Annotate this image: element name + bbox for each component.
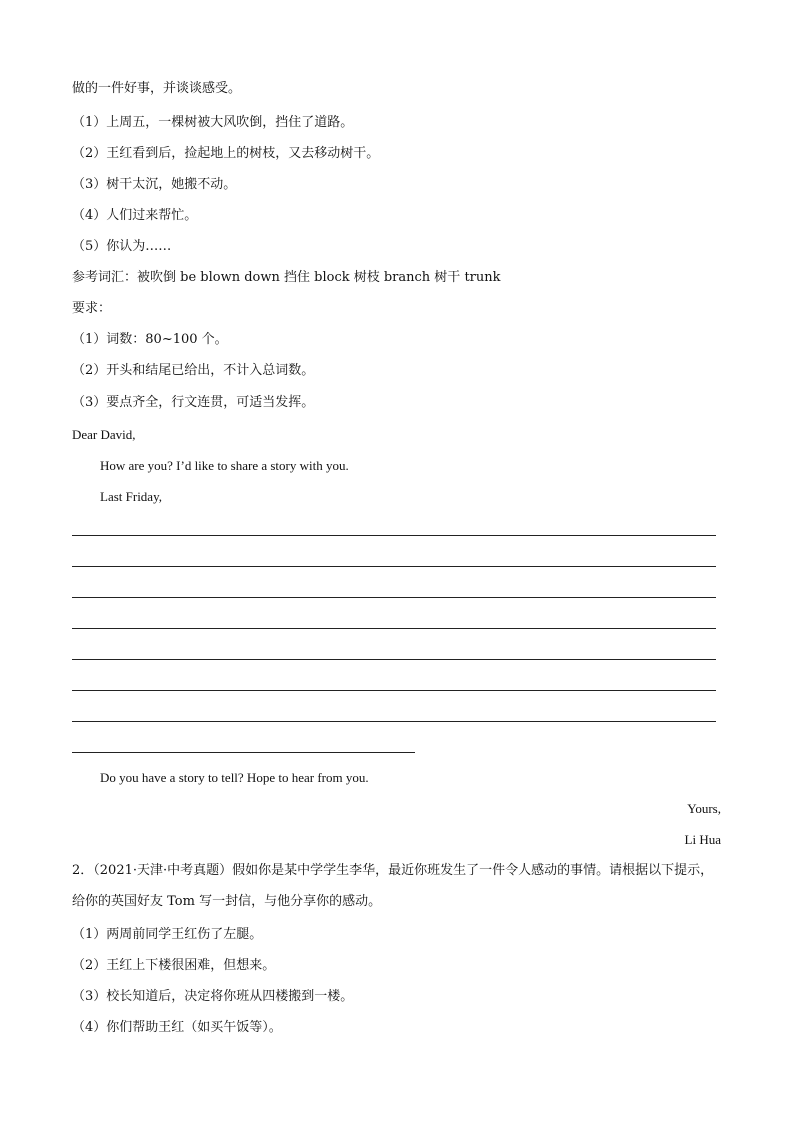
answer-line[interactable]	[72, 597, 716, 598]
q1-intro-tail: 做的一件好事，并谈谈感受。	[72, 81, 242, 96]
answer-line[interactable]	[72, 535, 716, 536]
q2-point-1: （1）两周前同学王红伤了左腿。	[72, 927, 263, 942]
q1-point-4: （4）人们过来帮忙。	[72, 208, 198, 223]
q2-point-3: （3）校长知道后，决定将你班从四楼搬到一楼。	[72, 989, 354, 1004]
q1-requirement-2: （2）开头和结尾已给出，不计入总词数。	[72, 363, 315, 378]
q1-requirements-title: 要求：	[72, 301, 112, 316]
q1-point-2: （2）王红看到后，捡起地上的树枝，又去移动树干。	[72, 146, 380, 161]
letter-opening: How are you? I’d like to share a story with you.	[100, 458, 349, 473]
letter-signoff: Yours,	[687, 801, 721, 816]
q1-vocab: 参考词汇：被吹倒 be blown down 挡住 block 树枝 branch 树干 trunk	[72, 270, 501, 285]
q1-requirement-3: （3）要点齐全，行文连贯，可适当发挥。	[72, 395, 315, 410]
answer-line-short[interactable]	[72, 752, 415, 753]
answer-line[interactable]	[72, 659, 716, 660]
answer-line[interactable]	[72, 721, 716, 722]
letter-start: Last Friday,	[100, 489, 162, 504]
q1-point-1: （1）上周五，一棵树被大风吹倒，挡住了道路。	[72, 115, 354, 130]
q1-requirement-1: （1）词数：80~100 个。	[72, 332, 228, 347]
answer-line[interactable]	[72, 566, 716, 567]
q2-point-4: （4）你们帮助王红（如买午饭等）。	[72, 1020, 282, 1035]
answer-line[interactable]	[72, 628, 716, 629]
answer-line[interactable]	[72, 690, 716, 691]
q1-point-3: （3）树干太沉，她搬不动。	[72, 177, 237, 192]
letter-signature: Li Hua	[684, 832, 721, 847]
letter-salutation: Dear David,	[72, 427, 136, 442]
q2-prompt: 2．（2021·天津·中考真题）假如你是某中学学生李华，最近你班发生了一件令人感动的事情。请根据以下提示，给你的英国好友 Tom 写一封信，与他分享你的感动。	[72, 863, 714, 909]
q1-point-5: （5）你认为……	[72, 239, 172, 254]
q2-point-2: （2）王红上下楼很困难，但想来。	[72, 958, 276, 973]
letter-closing: Do you have a story to tell? Hope to hear from you.	[100, 770, 369, 785]
